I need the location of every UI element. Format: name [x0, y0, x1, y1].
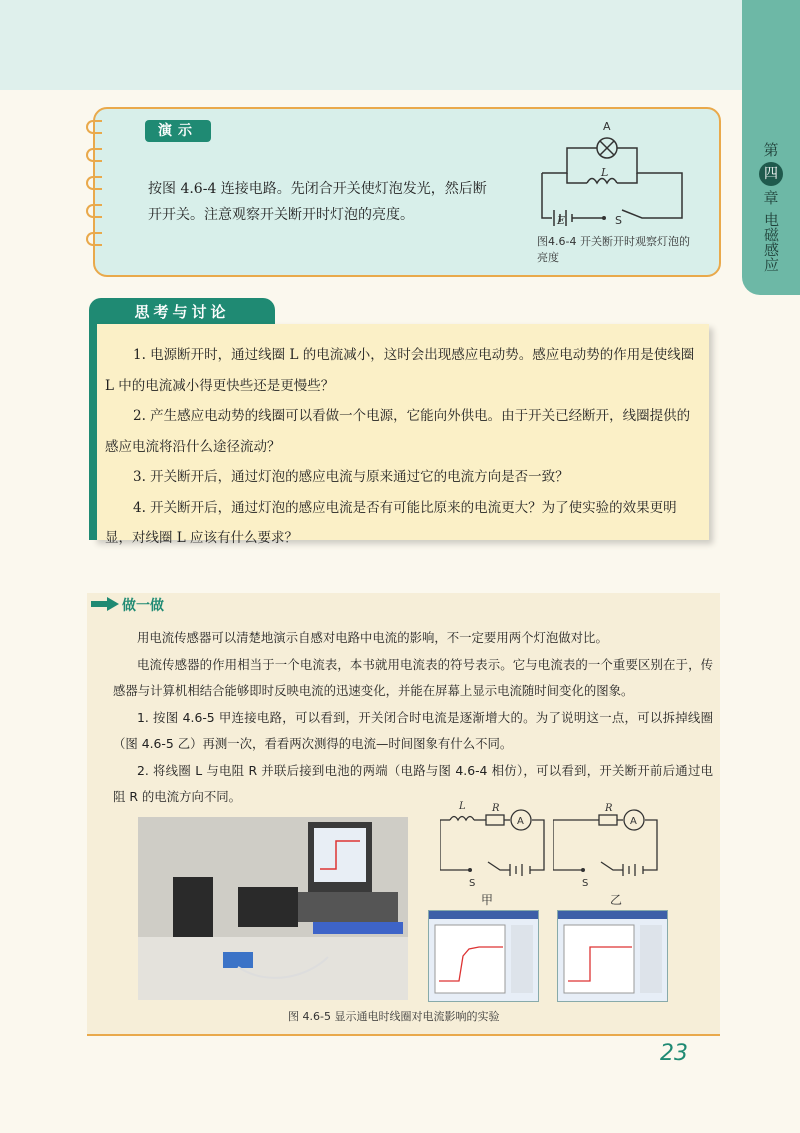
- circuit-diagram-yi: [553, 800, 663, 890]
- label-R: R: [605, 803, 613, 814]
- do-it-text: [113, 625, 713, 811]
- chapter-label: [754, 140, 788, 277]
- experiment-photo: [138, 817, 408, 1000]
- think-discuss-list: [105, 340, 697, 554]
- think-discuss-tag: 思考与讨论: [89, 298, 275, 326]
- chapter-name: 电磁感应: [762, 212, 780, 272]
- label-lamp: A: [603, 120, 611, 133]
- label-S: S: [582, 878, 589, 889]
- chapter-prefix: 第: [763, 141, 779, 159]
- graph-screenshot-jia: [428, 910, 539, 1002]
- figure-caption-4-6-4: 图4.6-4 开关断开时观察灯泡的亮度: [537, 235, 690, 264]
- do-it-paragraph: 2. 将线圈 L 与电阻 R 并联后接到电池的两端（电路与图 4.6-4 相仿），可以看到，开关断开前后通过电阻 R 的电流方向不同。: [113, 762, 713, 804]
- do-it-title: 做一做: [122, 598, 164, 614]
- question-item: 4. 开关断开后，通过灯泡的感应电流是否有可能比原来的电流更大？为了使实验的效果更明显，对线圈 L 应该有什么要求？: [105, 499, 677, 546]
- section-rule: [87, 1034, 720, 1036]
- question-item: 1. 电源断开时，通过线圈 L 的电流减小，这时会出现感应电动势。感应电动势的作用是使线圈 L 中的电流减小得更快些还是更慢些？: [105, 347, 695, 394]
- label-jia: 甲: [481, 893, 494, 907]
- page-number: 23: [660, 1041, 688, 1066]
- spiral-binding: [86, 120, 106, 260]
- circuit-diagram-4-6-4: [532, 118, 692, 228]
- label-A: A: [630, 816, 637, 827]
- graph-screenshot-yi: [557, 910, 668, 1002]
- label-switch: S: [615, 214, 622, 227]
- label-S: S: [469, 878, 476, 889]
- question-item: 3. 开关断开后，通过灯泡的感应电流与原来通过它的电流方向是否一致？: [133, 469, 569, 485]
- arrow-icon: [91, 597, 119, 611]
- label-battery: E: [557, 214, 566, 227]
- do-it-paragraph: 1. 按图 4.6-5 甲连接电路，可以看到，开关闭合时电流是逐渐增大的。为了说明这一点，可以拆掉线圈（图 4.6-5 乙）再测一次，看看两次测得的电流—时间图象有什么不同。: [113, 709, 713, 751]
- demo-tag: 演示: [145, 120, 211, 142]
- demo-text: 按图 4.6-4 连接电路。先闭合开关使灯泡发光，然后断开开关。注意观察开关断开时灯泡的亮度。: [148, 181, 487, 223]
- think-discuss-bar: [89, 324, 97, 540]
- chapter-tab: [742, 0, 800, 295]
- do-it-paragraph: 电流传感器的作用相当于一个电流表，本书就用电流表的符号表示。它与电流表的一个重要区别在于，传感器与计算机相结合能够即时反映电流的迅速变化，并能在屏幕上显示电流随时间变化的图象。: [113, 656, 713, 698]
- figure-caption-4-6-5: 图 4.6-5 显示通电时线圈对电流影响的实验: [288, 1010, 500, 1023]
- do-it-paragraph: 用电流传感器可以清楚地演示自感对电路中电流的影响，不一定要用两个灯泡做对比。: [137, 630, 608, 645]
- label-yi: 乙: [610, 893, 623, 907]
- label-R: R: [492, 803, 500, 814]
- label-L: L: [459, 801, 466, 812]
- label-A: A: [517, 816, 524, 827]
- question-item: 2. 产生感应电动势的线圈可以看做一个电源，它能向外供电。由于开关已经断开，线圈提供的感应电流将沿什么途径流动？: [105, 408, 691, 455]
- chapter-suffix: 章: [763, 189, 779, 207]
- top-band: [0, 0, 800, 90]
- circuit-diagram-jia: [440, 800, 550, 890]
- label-coil: L: [601, 166, 609, 179]
- chapter-number: 四: [759, 162, 783, 186]
